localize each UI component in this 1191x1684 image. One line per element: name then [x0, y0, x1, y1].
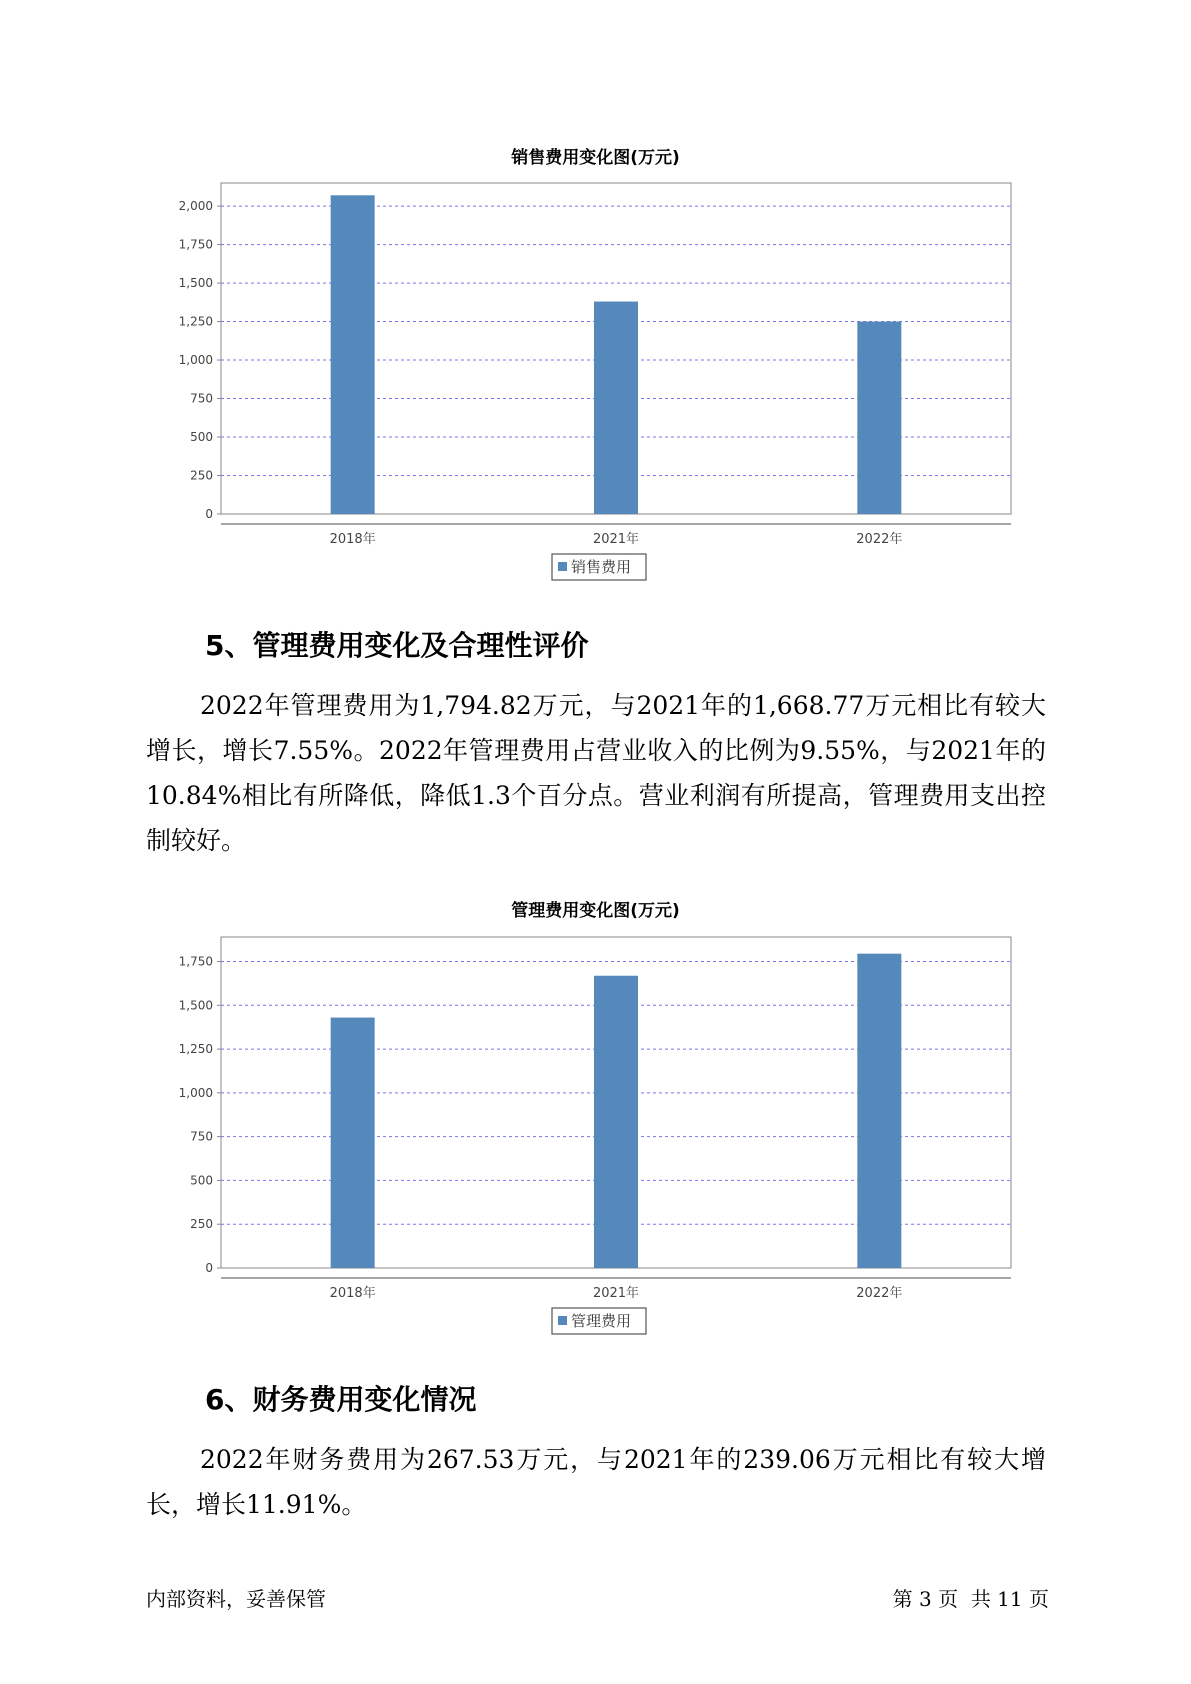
section-6-body: 2022年财务费用为267.53万元，与2021年的239.06万元相比有较大增长，增长11.91%。 — [146, 1445, 1046, 1519]
x-tick-label: 2022年 — [856, 1286, 903, 1301]
legend-swatch — [558, 562, 567, 571]
y-tick-label: 250 — [190, 1217, 213, 1232]
section-6-heading: 6、财务费用变化情况 — [205, 1383, 477, 1416]
footer-confidential-note: 内部资料，妥善保管 — [146, 1587, 326, 1611]
y-tick-label: 1,000 — [178, 1085, 213, 1100]
y-tick-label: 1,500 — [178, 998, 213, 1013]
footer-page-number: 第 3 页 共 11 页 — [892, 1587, 1049, 1611]
y-tick-label: 1,250 — [178, 314, 213, 329]
admin-expense-chart — [0, 924, 1191, 1344]
bar — [331, 1018, 375, 1268]
bar — [331, 195, 375, 514]
y-tick-label: 1,250 — [178, 1042, 213, 1057]
x-tick-label: 2021年 — [592, 1286, 640, 1301]
bar — [594, 976, 638, 1268]
bar — [594, 302, 638, 514]
legend-label: 销售费用 — [571, 558, 632, 576]
x-tick-label: 2021年 — [592, 532, 640, 547]
section-5-heading: 5、管理费用变化及合理性评价 — [205, 629, 589, 662]
y-tick-label: 250 — [190, 468, 213, 483]
sales-expense-chart-title: 销售费用变化图(万元) — [511, 148, 680, 168]
y-tick-label: 500 — [190, 430, 213, 445]
section-5-body: 2022年管理费用为1,794.82万元，与2021年的1,668.77万元相比有较大增长，增长7.55%。2022年管理费用占营业收入的比例为9.55%，与2021年的10.84%相比有所降低，降低1.3个百分点。营业利润有所提高，管理费用支出控制较好。 — [146, 691, 1046, 855]
y-tick-label: 750 — [190, 1129, 213, 1144]
bar — [857, 322, 901, 514]
y-tick-label: 500 — [190, 1173, 213, 1188]
y-tick-label: 1,500 — [178, 276, 213, 291]
admin-expense-chart-title: 管理费用变化图(万元) — [511, 901, 680, 921]
y-tick-label: 0 — [205, 1261, 213, 1275]
x-tick-label: 2022年 — [856, 532, 903, 547]
sales-expense-chart — [0, 170, 1191, 590]
y-tick-label: 750 — [190, 391, 213, 406]
y-tick-label: 2,000 — [178, 199, 213, 214]
bar — [857, 954, 901, 1268]
y-tick-label: 1,750 — [178, 237, 213, 252]
legend-label: 管理费用 — [571, 1312, 632, 1330]
y-tick-label: 0 — [205, 507, 213, 521]
legend-swatch — [558, 1316, 567, 1325]
y-tick-label: 1,000 — [178, 353, 213, 368]
x-tick-label: 2018年 — [329, 532, 376, 547]
x-tick-label: 2018年 — [329, 1286, 376, 1301]
y-tick-label: 1,750 — [178, 954, 213, 969]
